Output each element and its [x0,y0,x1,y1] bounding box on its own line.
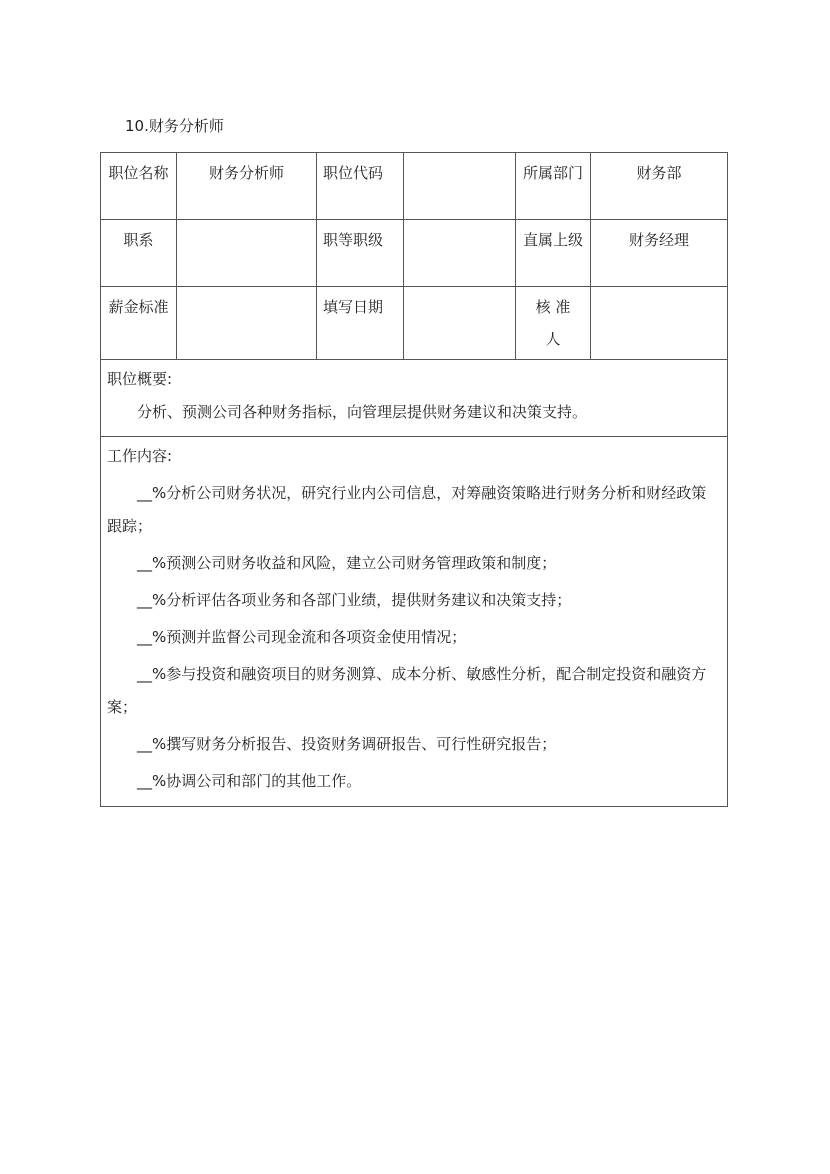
duties-heading: 工作内容: [107,447,173,465]
label-approver: 核 准人 [516,287,591,360]
value-supervisor: 财务经理 [591,220,728,287]
summary-row [101,360,728,437]
label-job-family: 职系 [101,220,177,287]
value-grade [404,220,516,287]
value-position-code [404,153,516,220]
label-supervisor: 直属上级 [516,220,591,287]
value-approver [591,287,728,360]
label-department: 所属部门 [516,153,591,220]
duty-item: __%协调公司和部门的其他工作。 [137,772,362,790]
section-title: 10.财务分析师 [125,117,224,135]
value-job-family [177,220,317,287]
duty-item: __%分析评估各项业务和各部门业绩，提供财务建议和决策支持； [137,591,572,609]
value-department: 财务部 [591,153,728,220]
duty-item: __%分析公司财务状况，研究行业内公司信息，对筹融资策略进行财务分析和财经政策跟踪； [107,484,707,535]
value-fill-date [404,287,516,360]
label-grade: 职等职级 [317,220,404,287]
duty-item: __%参与投资和融资项目的财务测算、成本分析、敏感性分析，配合制定投资和融资方案； [107,665,707,716]
label-position-code: 职位代码 [317,153,404,220]
summary-text: 分析、预测公司各种财务指标，向管理层提供财务建议和决策支持。 [137,403,588,421]
table-row [101,287,728,360]
label-position-name: 职位名称 [101,153,177,220]
label-salary: 薪金标准 [101,287,177,360]
table-row [101,153,728,220]
duties-row [101,437,728,807]
value-salary [177,287,317,360]
duty-item: __%撰写财务分析报告、投资财务调研报告、可行性研究报告； [137,735,557,753]
summary-heading: 职位概要: [107,370,173,388]
job-description-table [100,152,728,807]
value-position-name: 财务分析师 [177,153,317,220]
duty-item: __%预测并监督公司现金流和各项资金使用情况； [137,628,467,646]
duties-cell [101,437,728,807]
duty-item: __%预测公司财务收益和风险，建立公司财务管理政策和制度； [137,554,557,572]
summary-cell [101,360,728,437]
table-row [101,220,728,287]
label-fill-date: 填写日期 [317,287,404,360]
